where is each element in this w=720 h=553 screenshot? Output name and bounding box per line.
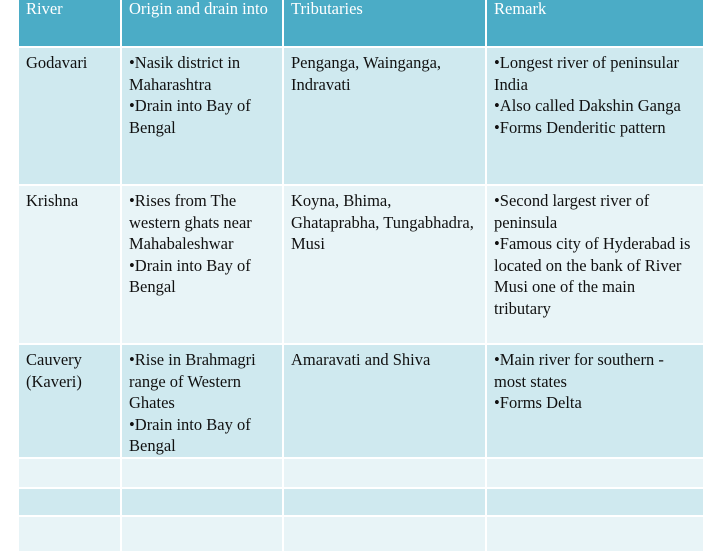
table-row [18, 344, 704, 458]
empty-row [18, 488, 704, 516]
remark-cell [486, 47, 704, 185]
origin-cell [121, 47, 283, 185]
header-origin: Origin and drain into [121, 0, 283, 47]
table-row [18, 47, 704, 185]
remark-line: •Second largest river of peninsula [494, 191, 650, 232]
tributaries-cell: Penganga, Wainganga, Indravati [283, 47, 486, 185]
empty-cell [121, 488, 283, 516]
empty-cell [486, 516, 704, 552]
table-row [18, 185, 704, 344]
river-name: Godavari [18, 47, 121, 185]
empty-cell [283, 458, 486, 488]
origin-line: •Drain into Bay of Bengal [129, 414, 251, 456]
origin-line: •Drain into Bay of Bengal [129, 96, 251, 137]
river-name: Cauvery (Kaveri) [18, 344, 121, 458]
remark-line: •Longest river of peninsular India [494, 53, 679, 94]
empty-cell [486, 458, 704, 488]
rivers-table [17, 0, 705, 553]
remark-line: •Famous city of Hyderabad is located on the bank of River Musi one of the main tributary [494, 234, 691, 318]
empty-cell [283, 516, 486, 552]
header-tributaries: Tributaries [283, 0, 486, 47]
remark-line: •Main river for southern - most states [494, 350, 664, 391]
rivers-table-container [17, 0, 703, 552]
empty-cell [18, 516, 121, 552]
tributaries-cell: Koyna, Bhima, Ghataprabha, Tungabhadra, Musi [283, 185, 486, 344]
header-river: River [18, 0, 121, 47]
river-name: Krishna [18, 185, 121, 344]
header-remark: Remark [486, 0, 704, 47]
origin-cell [121, 344, 283, 458]
remark-line: •Forms Delta [494, 393, 582, 413]
header-row [18, 0, 704, 47]
remark-line: •Forms Denderitic pattern [494, 117, 666, 137]
empty-cell [18, 488, 121, 516]
remark-cell [486, 185, 704, 344]
empty-cell [283, 488, 486, 516]
origin-line: •Rise in Brahmagri range of Western Ghates [129, 350, 256, 413]
origin-line: •Rises from The western ghats near Mahabaleshwar [129, 191, 252, 254]
tributaries-cell: Amaravati and Shiva [283, 344, 486, 458]
origin-cell [121, 185, 283, 344]
empty-row [18, 516, 704, 552]
remark-line: •Also called Dakshin Ganga [494, 96, 681, 116]
origin-line: •Drain into Bay of Bengal [129, 255, 251, 297]
empty-cell [18, 458, 121, 488]
empty-cell [121, 458, 283, 488]
remark-cell [486, 344, 704, 458]
origin-line: •Nasik district in Maharashtra [129, 53, 241, 94]
empty-cell [486, 488, 704, 516]
empty-cell [121, 516, 283, 552]
empty-row [18, 458, 704, 488]
